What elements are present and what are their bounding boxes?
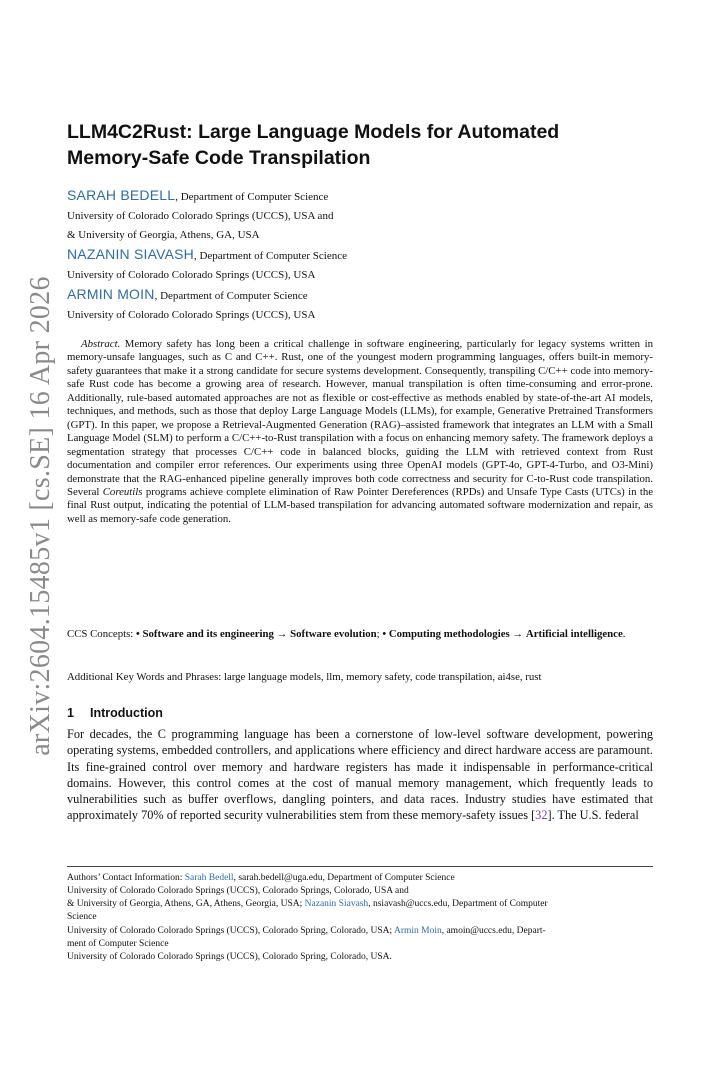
ccs-arrow-2: → — [509, 628, 526, 640]
author-1-affiliation-2: & University of Georgia, Athens, GA, USA — [67, 229, 260, 241]
arxiv-sidebar — [16, 276, 66, 756]
author-3-affiliation: University of Colorado Colorado Springs (UCCS), USA — [67, 309, 316, 321]
paper-title — [67, 119, 653, 171]
footnote-divider — [67, 866, 653, 867]
footnote-line-6: ment of Computer Science — [67, 938, 169, 949]
author-1-name[interactable]: SARAH BEDELL — [67, 187, 176, 203]
author-2-department: , Department of Computer Science — [193, 250, 347, 262]
footnote-line-2: University of Colorado Colorado Springs (UCCS), Colorado Springs, Colorado, USA and — [67, 886, 409, 897]
footnote-label: Authors’ Contact Information: — [67, 873, 185, 883]
ccs-concept-2: Software evolution — [290, 628, 377, 640]
keywords-text: large language models, llm, memory safety, code transpilation, ai4se, rust — [223, 671, 542, 683]
author-1-line — [67, 186, 653, 207]
title-line-1: LLM4C2Rust: Large Language Models for Automated — [67, 121, 560, 143]
footnote-author-3-info: , amoin@uccs.edu, Depart- — [441, 925, 546, 936]
author-2-name[interactable]: NAZANIN SIAVASH — [67, 246, 194, 262]
author-1-department: , Department of Computer Science — [175, 191, 329, 203]
abstract-italic-word: Coreutils — [102, 485, 143, 498]
citation-link[interactable]: 32 — [535, 808, 548, 823]
ccs-concept-4: Artificial intelligence — [525, 628, 623, 640]
intro-paragraph — [67, 726, 653, 824]
footnote-author-3-link[interactable]: Armin Moin — [393, 925, 442, 936]
ccs-arrow-1: → — [273, 628, 291, 640]
footnote-author-2-link[interactable]: Nazanin Siavash — [304, 899, 369, 910]
footnote-line-7: University of Colorado Colorado Springs (UCCS), Colorado Spring, Colorado, USA. — [67, 951, 392, 962]
footnote-contact — [67, 872, 653, 964]
abstract-text-2: programs achieve complete elimination of Raw Pointer Dereferences (RPDs) and Unsafe Type Casts (UTCs) in the final Rust output, indicating the potential of LLM-based transpilation for advancing automated software modernization and repair, as well as memory-safe code generation. — [67, 485, 654, 525]
footnote-author-2-info: , nsiavash@uccs.edu, Department of Computer — [368, 899, 548, 910]
section-title: Introduction — [90, 706, 163, 720]
section-heading — [67, 706, 653, 720]
abstract-text-1: Memory safety has long been a critical challenge in software engineering, particularly for legacy systems written in memory-unsafe languages, such as C and C++. Rust, one of the youngest modern programming languages, offers built-in memory-safety guarantees that make it a strong candidate for secure systems development. Consequently, transpiling C/C++ code into memory-safe Rust code has become a growing area of research. However, manual transpilation is often time-consuming and error-prone. Additionally, rule-based automated approaches are not as flexible or cost-effective as methods enabled by state-of-the-art AI models, techniques, and methods, such as those that deploy Large Language Models (LLMs), for example, Generative Pretrained Transformers (GPT). In this paper, we propose a Retrieval-Augmented Generation (RAG)–assisted framework that integrates an LLM with a Small Language Model (SLM) to perform a C/C++-to-Rust transpilation with a focus on enhancing memory safety. The framework deploys a segmentation strategy that processes C/C++ code in balanced blocks, guiding the LLM with retrieved context from Rust documentation and compiler error references. Our experiments using three OpenAI models (GPT-4o, GPT-4-Turbo, and O3-Mini) demonstrate that the RAG-enhanced pipeline generally improves both code correctness and security for C-to-Rust code transpilation. Several — [67, 338, 653, 498]
footnote-line-5 — [67, 925, 653, 938]
ccs-label: CCS Concepts: — [67, 628, 136, 640]
ccs-end: . — [622, 628, 626, 640]
abstract — [67, 338, 653, 526]
ccs-concept-1: • Software and its engineering — [136, 628, 274, 640]
author-3-name[interactable]: ARMIN MOIN — [67, 286, 155, 302]
footnote-line-3-pre: & University of Georgia, Athens, GA, Athens, Georgia, USA; — [67, 899, 305, 910]
intro-text-end: ]. The U.S. federal — [547, 808, 639, 823]
abstract-label: Abstract. — [81, 338, 121, 350]
section-number: 1 — [67, 706, 74, 720]
ccs-concept-3: • Computing methodologies — [382, 628, 510, 640]
footnote-author-1-info: , sarah.bedell@uga.edu, Department of Computer Science — [233, 873, 455, 883]
author-2-line — [67, 245, 653, 266]
footnote-line-3 — [67, 898, 653, 911]
author-3-line — [67, 285, 653, 306]
author-block — [67, 186, 653, 325]
author-2-affiliation: University of Colorado Colorado Springs (UCCS), USA — [67, 269, 316, 281]
ccs-concepts — [67, 627, 653, 641]
author-3-department: , Department of Computer Science — [154, 290, 308, 302]
arxiv-identifier: arXiv:2604.15485v1 [cs.SE] 16 Apr 2026 — [25, 276, 56, 756]
footnote-line-5-pre: University of Colorado Colorado Springs (UCCS), Colorado Spring, Colorado, USA; — [67, 925, 394, 936]
footnote-author-1-link[interactable]: Sarah Bedell — [184, 873, 234, 883]
ccs-separator: ; — [376, 628, 383, 640]
footnote-line-1 — [67, 872, 653, 885]
intro-text: For decades, the C programming language has been a cornerstone of low-level software development, powering operating systems, embedded controllers, and applications where efficiency and direct hardware access are paramount. Its fine-grained control over memory and hardware registers has made it indispensable in performance-critical domains. However, this control comes at the cost of manual memory management, which frequently leads to vulnerabilities such as buffer overflows, dangling pointers, and data races. Industry studies have estimated that approximately 70% of reported security vulnerabilities stem from these memory-safety issues [ — [67, 727, 653, 823]
author-1-affiliation: University of Colorado Colorado Springs (UCCS), USA and — [67, 210, 334, 222]
keywords — [67, 670, 653, 684]
keywords-label: Additional Key Words and Phrases: — [67, 671, 224, 683]
title-line-2: Memory-Safe Code Transpilation — [67, 147, 371, 169]
footnote-line-4: Science — [67, 912, 97, 923]
